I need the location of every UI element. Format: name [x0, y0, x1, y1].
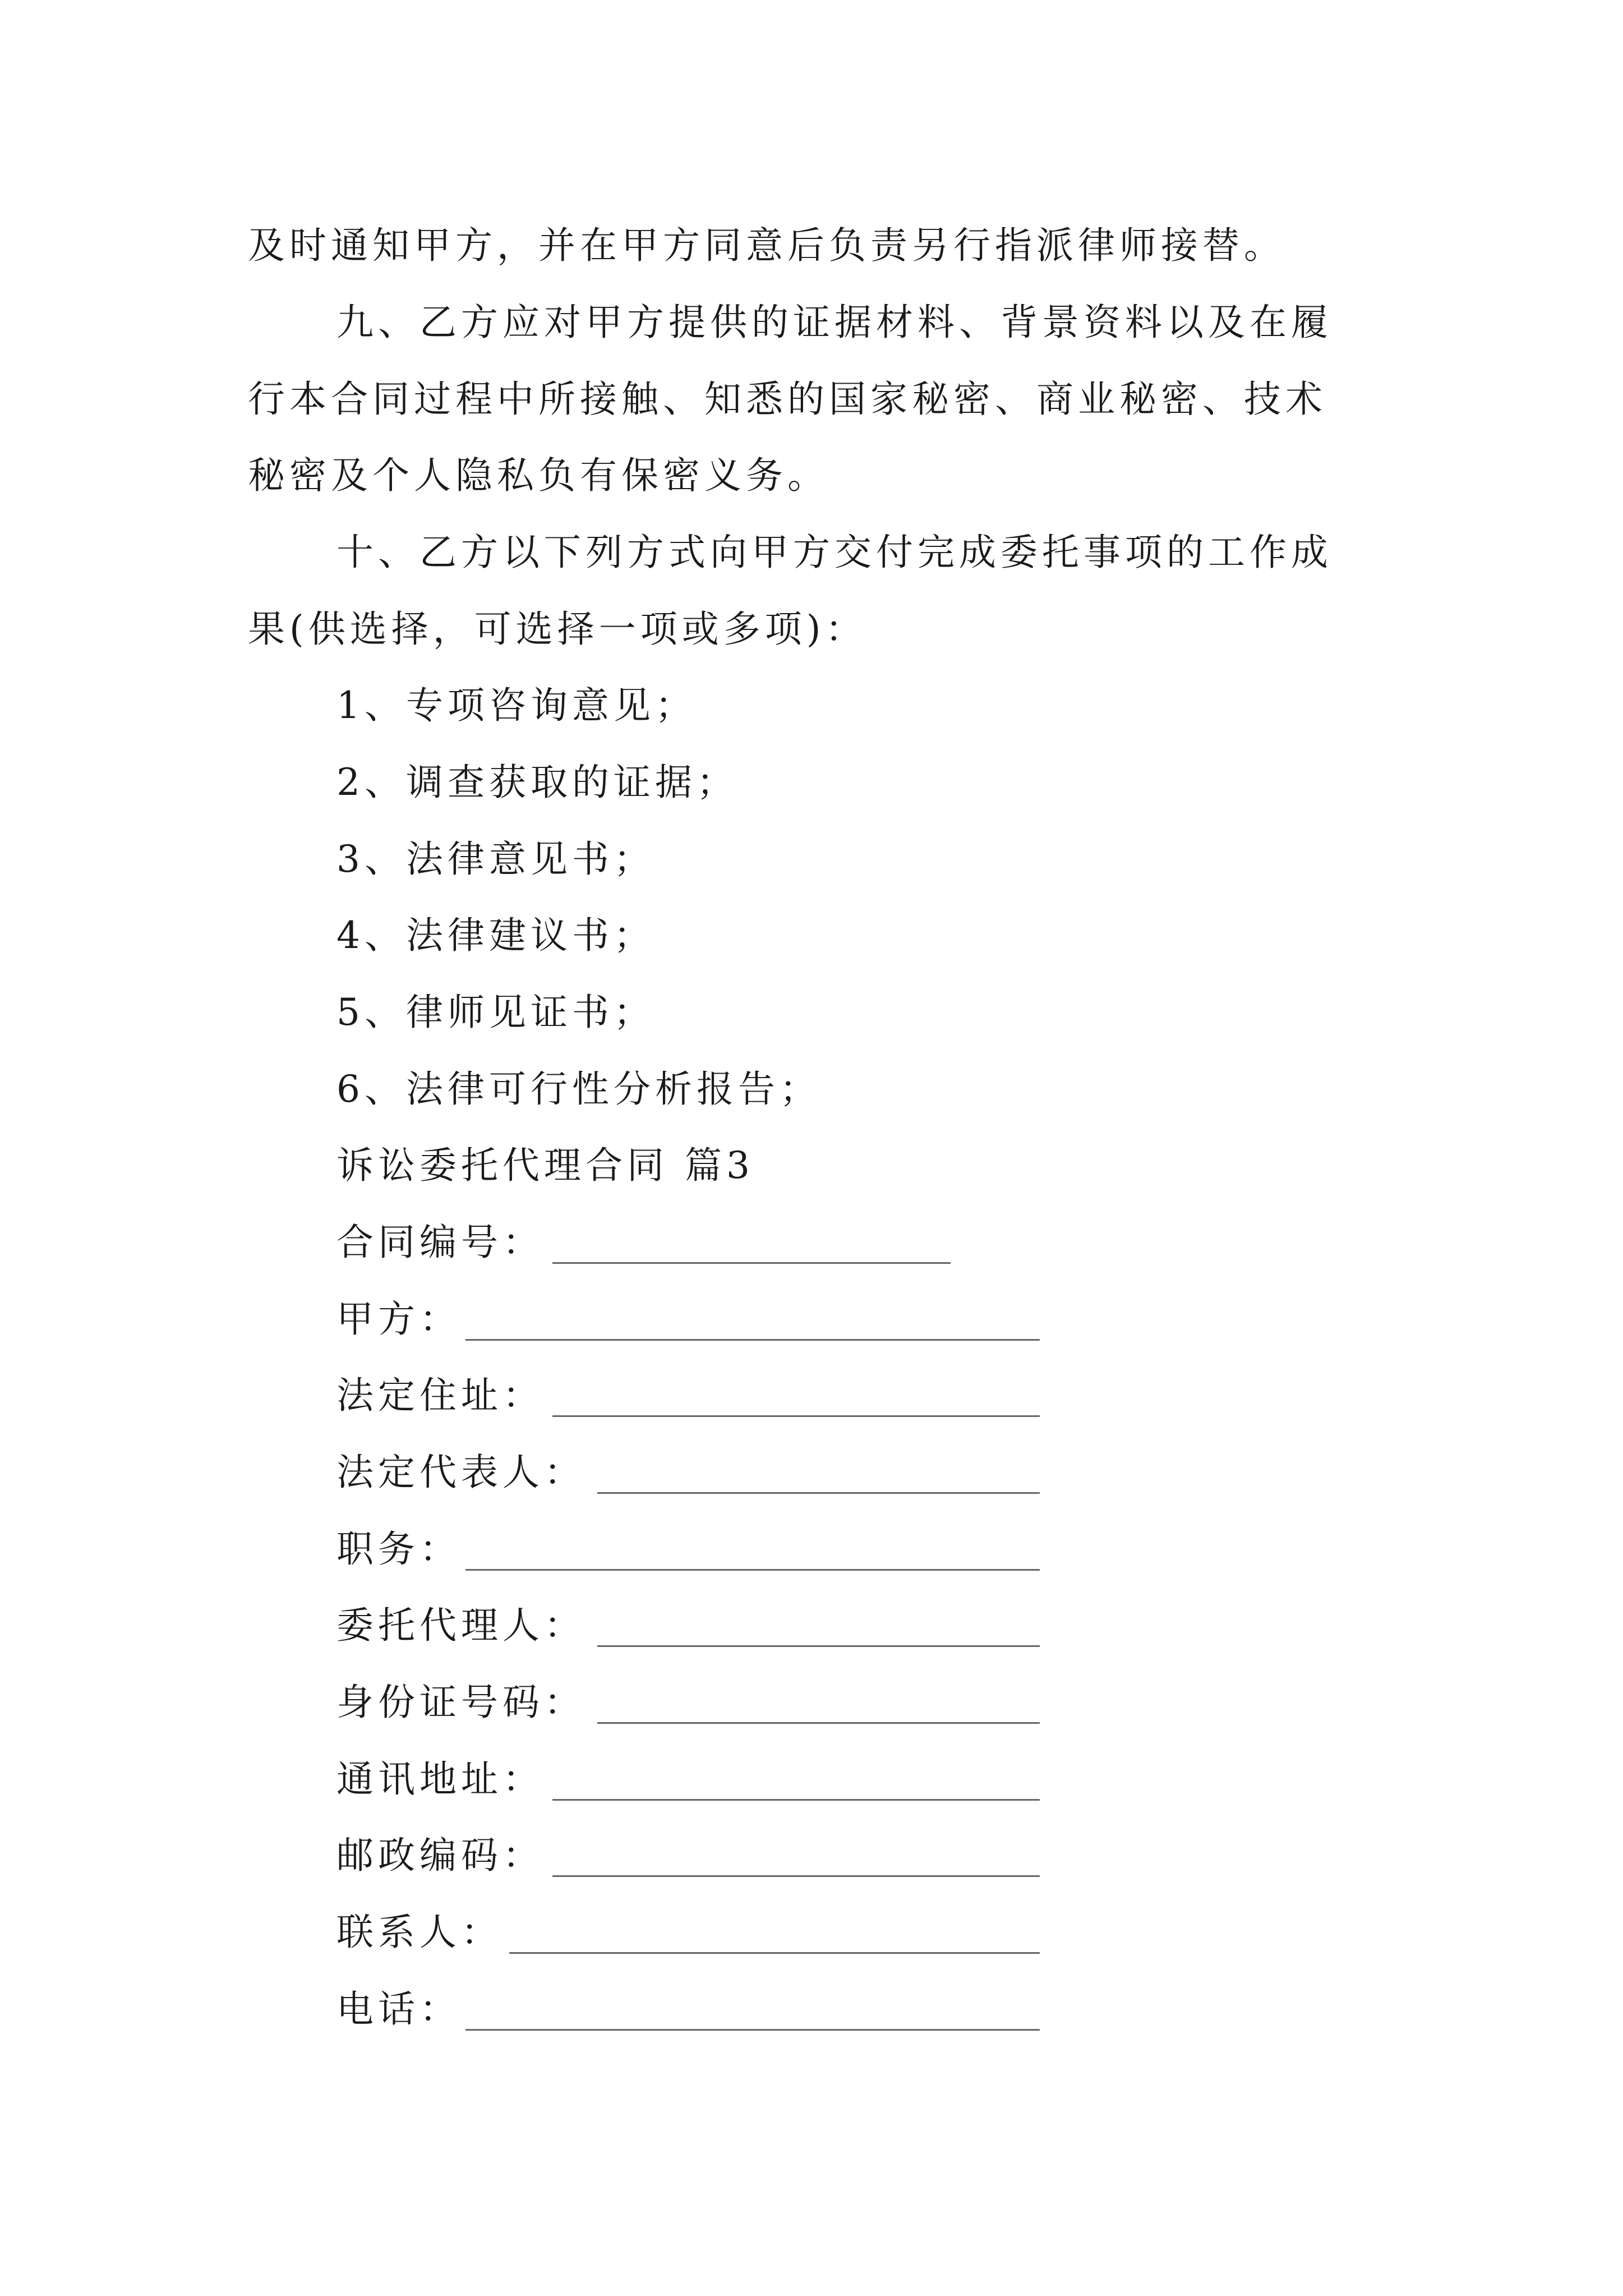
paragraph-9-line-1: 九、乙方应对甲方提供的证据材料、背景资料以及在履 — [336, 301, 1332, 344]
paragraph-10-line-1: 十、乙方以下列方式向甲方交付完成委托事项的工作成 — [336, 531, 1332, 574]
paragraph-8-tail: 及时通知甲方，并在甲方同意后负责另行指派律师接替。 — [248, 224, 1285, 267]
section-title: 诉讼委托代理合同 篇3 — [336, 1144, 754, 1187]
field-label-party-a: 甲方： — [336, 1297, 461, 1341]
deliverable-item-5: 5、律师见证书； — [336, 991, 655, 1034]
field-label-position: 职务： — [336, 1527, 461, 1571]
paragraph-9-line-3: 秘密及个人隐私负有保密义务。 — [248, 454, 829, 497]
position-blank — [465, 1569, 1040, 1571]
deliverable-item-3: 3、法律意见书； — [336, 838, 655, 881]
postal-code-blank — [552, 1875, 1040, 1877]
phone-blank — [465, 2029, 1040, 2031]
paragraph-9-line-2: 行本合同过程中所接触、知悉的国家秘密、商业秘密、技术 — [248, 378, 1327, 421]
contact-person-blank — [509, 1952, 1040, 1954]
field-label-legal-address: 法定住址： — [336, 1374, 544, 1417]
deliverable-item-4: 4、法律建议书； — [336, 914, 655, 957]
mailing-address-blank — [552, 1799, 1040, 1801]
field-label-contract-number: 合同编号： — [336, 1221, 544, 1264]
field-label-authorized-agent: 委托代理人： — [336, 1604, 585, 1647]
field-label-id-number: 身份证号码： — [336, 1681, 585, 1724]
party-a-blank — [465, 1339, 1040, 1341]
legal-representative-blank — [597, 1492, 1040, 1494]
field-label-postal-code: 邮政编码： — [336, 1834, 544, 1877]
deliverable-item-2: 2、调查获取的证据； — [336, 761, 738, 804]
deliverable-item-1: 1、专项咨询意见； — [336, 684, 697, 727]
field-label-contact-person: 联系人： — [336, 1911, 502, 1954]
id-number-blank — [597, 1722, 1040, 1724]
contract-number-blank — [552, 1262, 951, 1264]
field-label-phone: 电话： — [336, 1987, 461, 2031]
field-label-mailing-address: 通讯地址： — [336, 1757, 544, 1801]
paragraph-10-line-2: 果(供选择，可选择一项或多项)： — [248, 608, 867, 651]
field-label-legal-representative: 法定代表人： — [336, 1451, 585, 1494]
legal-address-blank — [552, 1415, 1040, 1417]
deliverable-item-6: 6、法律可行性分析报告； — [336, 1068, 821, 1111]
authorized-agent-blank — [597, 1645, 1040, 1647]
